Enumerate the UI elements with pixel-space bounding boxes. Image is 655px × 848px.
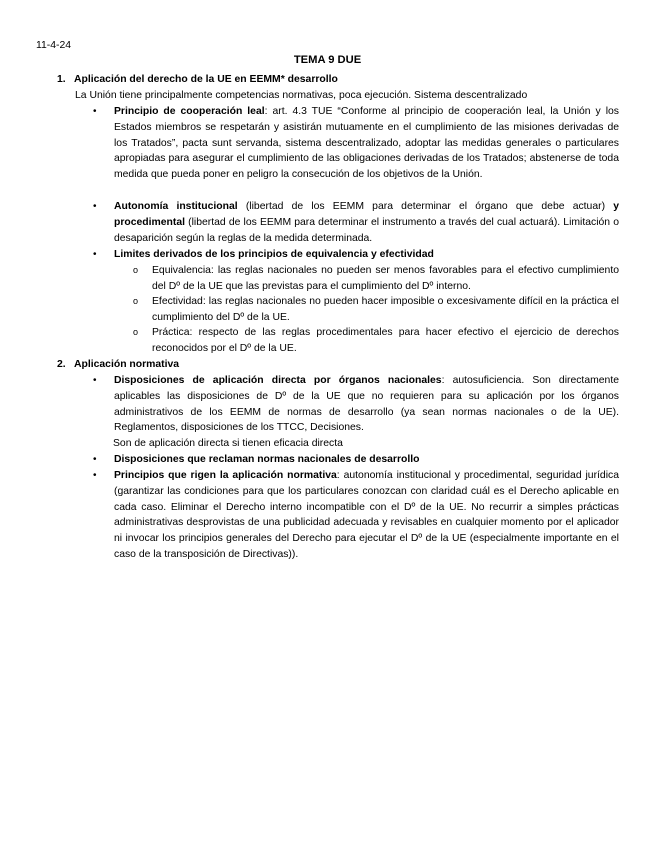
list-item-bold: y procedimental bbox=[114, 201, 620, 228]
list-item-bold: Principios que rigen la aplicación normativa bbox=[114, 470, 337, 481]
list-item-principios bbox=[114, 468, 619, 563]
list-item-continuation: Son de aplicación directa si tienen eficacia directa bbox=[113, 438, 343, 449]
bullet-marker: • bbox=[93, 470, 97, 481]
section-1-heading bbox=[57, 72, 338, 88]
bullet-marker: • bbox=[93, 201, 97, 212]
list-item-bold: Limites derivados de los principios de equivalencia y efectividad bbox=[114, 249, 434, 260]
sub-bullet-marker: o bbox=[133, 296, 139, 306]
sub-item-equivalencia: Equivalencia: las reglas nacionales no pueden ser menos favorables para el efectivo cumplimiento del Dº de la UE que las previstas para el cumplimiento del Dº interno. bbox=[152, 265, 619, 292]
section-1-title: Aplicación del derecho de la UE en EEMM* desarrollo bbox=[74, 74, 338, 85]
section-2-number: 2. bbox=[57, 359, 66, 370]
list-item-bold: Autonomía institucional bbox=[114, 201, 238, 212]
bullet-marker: • bbox=[93, 375, 97, 386]
list-item-bold: Disposiciones que reclaman normas nacionales de desarrollo bbox=[114, 454, 420, 465]
section-2-title: Aplicación normativa bbox=[74, 359, 180, 370]
list-item-text: (libertad de los EEMM para determinar el instrumento a través del cual actuará). Limitación o desaparición según la reglas de la medida determinada. bbox=[114, 216, 619, 244]
list-item-bold: Principio de cooperación leal bbox=[114, 106, 265, 117]
sub-bullet-marker: o bbox=[133, 327, 139, 337]
list-item-cooperacion-leal bbox=[114, 104, 619, 183]
list-item-aplicacion-directa bbox=[114, 373, 619, 436]
list-item-text: : autonomía institucional y procedimental, seguridad jurídica (garantizar las condiciones para que los particulares conozcan con claridad cuál es el Derecho aplicable en cada caso. Eliminar el Derecho interno incompatible con el Dº de la UE. No recurrir a simples prácticas administrativas desprovistas de una publicidad adecuada y revisables en cualquier momento por el aplicador ni invocar los principios generales del Derecho para ejecutar el Dº de la UE (especialmente importante en el caso de la transposición de Directivas)). bbox=[114, 470, 619, 560]
sub-item-practica: Práctica: respecto de las reglas procedimentales para hacer efectivo el ejercicio de derechos reconocidos por el Dº de la UE. bbox=[152, 327, 619, 354]
sub-bullet-marker: o bbox=[133, 265, 139, 275]
bullet-marker: • bbox=[93, 454, 97, 465]
list-item-text: : autosuficiencia. Son directamente aplicables las disposiciones de Dº de la UE que no requieren para su aplicación por los órganos administrativos de los EEMM de normas de desarrollo (ya sean normas nacionales o de la UE). Reglamentos, disposiciones de los TTCC, Decisiones. bbox=[114, 375, 619, 434]
list-item-normas-desarrollo bbox=[114, 452, 619, 468]
list-item-text: : art. 4.3 TUE “Conforme al principio de cooperación leal, la Unión y los Estados miembros se respetarán y asistirán mutuamente en el cumplimiento de las misiones derivadas de los Tratados”, pacta sunt servanda, sistema descentralizado, adoptar las medidas generales o particulares apropiadas para asegurar el cumplimiento de las obligaciones derivadas de los Tratados; abstenerse de toda medida que pueda poner en peligro la consecución de los objetivos de la Unión. bbox=[114, 106, 619, 181]
bullet-marker: • bbox=[93, 106, 97, 117]
page-title: TEMA 9 DUE bbox=[293, 54, 362, 66]
list-item-text: (libertad de los EEMM para determinar el órgano que debe actuar) bbox=[237, 201, 614, 212]
section-1-intro: La Unión tiene principalmente competencias normativas, poca ejecución. Sistema descentralizado bbox=[75, 90, 528, 101]
list-item-bold: Disposiciones de aplicación directa por órganos nacionales bbox=[114, 375, 442, 386]
section-2-heading bbox=[57, 357, 179, 373]
date-label: 11-4-24 bbox=[36, 40, 72, 51]
section-1-number: 1. bbox=[57, 74, 66, 85]
bullet-marker: • bbox=[93, 249, 97, 260]
sub-item-efectividad: Efectividad: las reglas nacionales no pueden hacer imposible o excesivamente difícil en la práctica el cumplimiento del Dº de la UE. bbox=[152, 296, 619, 323]
list-item-limites bbox=[114, 247, 619, 263]
list-item-autonomia bbox=[114, 199, 619, 246]
